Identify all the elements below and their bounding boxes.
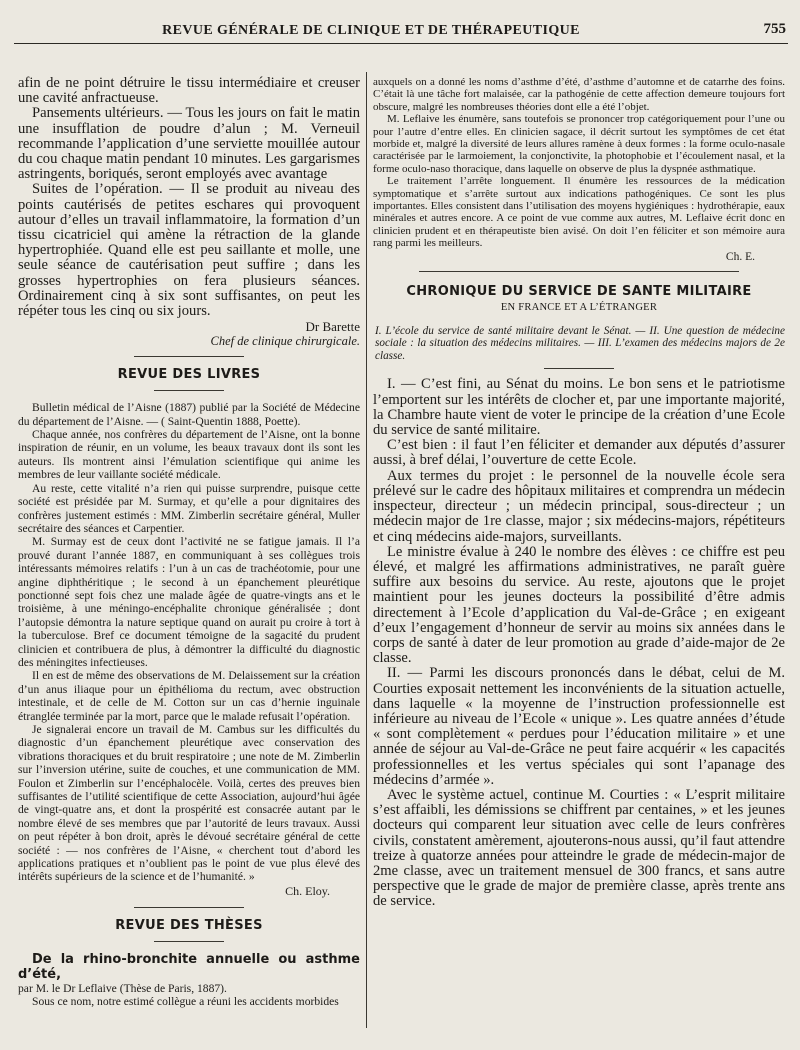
paragraph-bulletin: Bulletin médical de l’Aisne (1887) publié par la Société de Médecine du département de l’Aisne. — ( Saint-Quentin 1888, Poette). [18,401,360,428]
chronique-summary: I. L’école du service de santé militaire devant le Sénat. — II. Une question de médecine sociale : la situation des médecins militaires. — III. L’examen des médecins majors de 2e classe. [375,324,785,362]
paragraph: Je signalerai encore un travail de M. Cambus sur les difficultés du diagnostic d’un épanchement pleurétique avec conservation des vibrations thoraciques et du bruit respiratoire ; une note de M. Zimberlin sur l’inversion utérine, suite de couches, et une communication de MM. Foulon et Zimberlin sur l’encéphalocèle. Voilà, certes des preuves bien suffisantes de l’utilité scientifique de cette Association, aujourd’hui âgée de vingt-quatre ans, et dont la prospérité est consacrée autant par le nombre élevé de ses membres que par l’autorité de leurs travaux. Aussi on peut répéter à bon droit, après le dévoué secrétaire général de cette société : — nos confrères de l’Aisne, « cherchent tout d’abord les applications pratiques et n’oublient pas le point de vue plus élevé des intérêts supérieurs de la science et de l’humanité. » [18,723,360,884]
section-rule [134,907,244,908]
paragraph: Le ministre évalue à 240 le nombre des élèves : ce chiffre est peu élevé, et malgré les affirmations administratives, ne paraît guère suffire aux besoins du service. Au reste, ajoutons que le projet maintient pour les jeunes docteurs la possibilité d’être admis directement à l’Ecole d’application du Val-de-Grâce ; en exigeant d’eux l’engagement d’honneur de servir au moins six années dans le corps de santé à dater de leur promotion au grade d’aide-major de 2e classe. [373,543,785,667]
paragraph-pansements: Pansements ultérieurs. — Tous les jours on fait le matin une insufflation de poudre d’alun ; M. Verneuil recommande l’application d’une serviette mouillée autour du cou chaque matin pendant 10 minutes. Les gargarismes astringents, boriqués, seront employés avec avantage [18,105,360,183]
reviewer-signature: Ch. E. [725,250,755,263]
paragraph: I. — C’est fini, au Sénat du moins. Le bon sens et le patriotisme l’emportent sur les intérêts de clocher et, par une importante majorité, la Chambre haute vient de voter le principe de la création d’une Ecole du service de santé militaire. [373,376,785,439]
paragraph: Au reste, cette vitalité n’a rien qui puisse surprendre, puisque cette société est présidée par M. Surmay, et qu’elle a pour dignitaires des confrères justement estimés : MM. Zimberlin secrétaire général, Muller secrétaire des séances et Carpentier. [18,481,360,535]
section-rule [154,941,224,942]
author-title: Chef de clinique chirurgicale. [210,334,360,349]
section-rule [544,368,614,369]
paragraph: II. — Parmi les discours prononcés dans le débat, celui de M. Courties exposait nettement les inconvénients de la situation actuelle, dans laquelle « la moyenne de l’instruction professionnelle est inférieure au niveau de l’Ecole « unique ». Les quatre années d’étude « sont complètement « perdues pour l’éducation militaire » et une année de séjour au Val-de-Grâce ne peut faire acquérir « les capacités professionnelles et les vertus spéciales qui sont l’apanage des médecins d’armée ». [373,665,785,788]
section-title-revue-theses: REVUE DES THÈSES [115,917,263,933]
section-rule [134,356,244,357]
section-rule [154,390,224,391]
column-divider [366,72,367,1028]
paragraph: Chaque année, nos confrères du département de l’Aisne, ont la bonne inspiration de réunir, en un volume, les beaux travaux dont ils sont les auteurs. Ils montrent ainsi l’émulation scientifique qui anime les membres de leur vaillante société médicale. [18,428,360,482]
paragraph: afin de ne point détruire le tissu intermédiaire et creuser une cavité anfractueuse. [18,76,360,107]
left-column [18,76,360,1030]
paragraph-suites: Suites de l’opération. — Il se produit au niveau des points cautérisés de petites eschares qui provoquent autour d’elles un travail inflammatoire, la formation d’un tissu cicatriciel qui amène la rétraction de la glande hypertrophiée. Quand elle est peu saillante et molle, une seule séance de cautérisation peut suffire ; dans les grosses hypertrophies on fera plusieurs séances. Ordinairement cinq à six sont suffisantes, on peut les répéter tous les cinq ou six jours. [18,181,360,320]
page-number: 755 [763,21,786,37]
section-title-revue-livres: REVUE DES LIVRES [117,367,261,383]
paragraph: C’est bien : il faut l’en féliciter et demander aux députés d’assurer aussi, à bref délai, l’ouverture de cette Ecole. [373,437,785,469]
section-title-chronique: CHRONIQUE DU SERVICE DE SANTE MILITAIRE [406,283,752,299]
page-header [14,18,788,44]
paragraph: Aux termes du projet : le personnel de la nouvelle école sera prélevé sur le cadre des hôpitaux militaires et comprendra un médecin inspecteur, directeur ; un médecin principal, sous-directeur ; un médecin major de 1re classe, major ; six médecins-majors, répétiteurs et cinq médecins aide-majors, surveillants. [373,467,785,545]
thesis-title: De la rhino-bronchite annuelle ou asthme d’été, [18,951,360,982]
thesis-byline: par M. le Dr Leflaive (Thèse de Paris, 1887). [18,981,227,995]
right-column [373,76,785,1030]
paragraph: Sous ce nom, notre estimé collègue a réuni les accidents morbides [32,995,339,1009]
paragraph: Avec le système actuel, continue M. Courties : « L’esprit militaire s’est affaibli, les démissions se chiffrent par centaines, » et les jeunes docteurs qui comparent leur situation avec celle de leurs confrères civils, constatent amèrement, ajouterons-nous aussi, qu’il faut attendre treize à quatorze années pour atteindre le grade de médecin-major de 2me classe, avec un traitement mensuel de 300 francs, et sans autre perspective que le grade de major de première classe, après trente ans de service. [373,786,785,910]
author-signature: Dr Barette [305,319,360,335]
paragraph: Le traitement l’arrête longuement. Il énumère les ressources de la médication symptomatique et s’arrête surtout aux indications pathogéniques. Ce sont les plus importantes. Elles consistent dans l’utilisation des moyens hygiéniques : hydrothérapie, eaux minérales et autres encore. A ce point de vue comme aux autres, M. Leflaive écrit donc en clinicien prudent et en thérapeutiste bien avisé. On doit l’en féliciter et son mémoire aura rang parmi les meilleurs. [373,175,785,250]
running-title: REVUE GÉNÉRALE DE CLINIQUE ET DE THÉRAPEUTIQUE [162,23,580,38]
paragraph: Il en est de même des observations de M. Delaissement sur la création d’un anus iliaque pour un épithélioma du rectum, avec obstruction intestinale, et de celle de M. Cotton sur un cas d’hernie inguinale étranglée terminée par la mort, parce que le malade refusait l’opération. [18,669,360,723]
paragraph: M. Surmay est de ceux dont l’activité ne se fatigue jamais. Il l’a prouvé durant l’année 1887, en communiquant à ses collègues trois intéressants mémoires relatifs : l’un à un cas de trachéotomie, pour une angine diphthéritique ; le second à un épanchement pleurétique ponctionné sept fois chez une malade âgée de quatre-vingts ans et le troisième, à une méningo-encéphalite chronique généralisée ; dont l’autopsie démontra la nature septique quand on aurait pu croire à tort à la tuberculose. Bref ce document témoigne de la sagacité du prudent clinicien et contribuera de plus, à démontrer la difficulté du diagnostic des méningites infectieuses. [18,535,360,669]
reviewer-signature: Ch. Eloy. [285,883,330,898]
paragraph: auxquels on a donné les noms d’asthme d’été, d’asthme d’automne et de catarrhe des foins. C’était là une tâche fort malaisée, car la pathogénie de cette affection demeure toujours fort obscure, malgré les nombreuses théories dont elle a été l’objet. [373,76,785,113]
paragraph: M. Leflaive les énumère, sans toutefois se prononcer trop catégoriquement pour l’une ou pour l’autre d’entre elles. En clinicien sagace, il décrit surtout les symptômes de cet état morbide et, malgré la diversité de leurs allures ramène à deux formes : la forme oculo-nasale caractérisée par le larmoiement, la conjonctivite, la photophobie et l’écoulement nasal, et la forme oculo-naso thoracique, dans laquelle on observe de plus la dyspnée asthmatique. [373,113,785,175]
section-subtitle: EN FRANCE ET A L’ÉTRANGER [500,301,658,313]
